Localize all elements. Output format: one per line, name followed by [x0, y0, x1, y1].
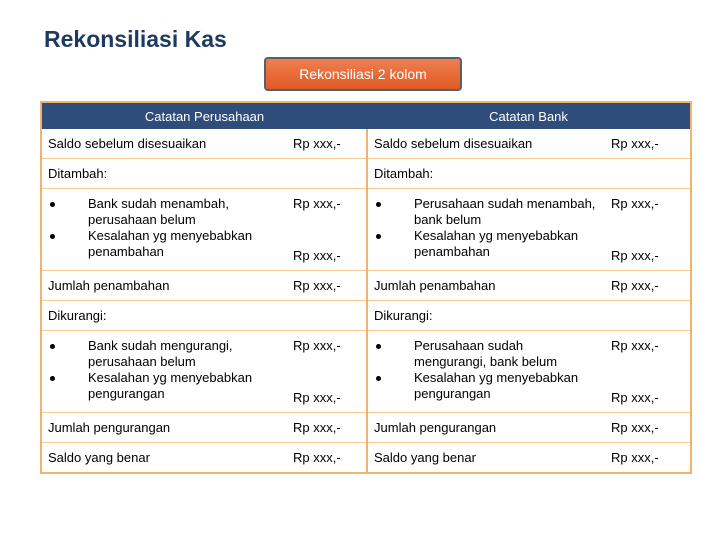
deduction-list — [374, 338, 599, 402]
addition-list — [374, 196, 599, 260]
list-item: Kesalahan yg menyebabkan penambahan — [374, 228, 599, 260]
row-amount: Rp xxx,- — [605, 271, 691, 301]
table-row — [41, 189, 691, 271]
item-amount: Rp xxx,- — [293, 338, 341, 353]
row-label: Saldo yang benar — [41, 443, 287, 474]
list-item: Kesalahan yg menyebabkan pengurangan — [48, 370, 281, 402]
table-row — [41, 129, 691, 159]
row-amount: Rp xxx,- — [605, 443, 691, 474]
row-label: Jumlah pengurangan — [41, 413, 287, 443]
row-amount: Rp xxx,- — [605, 413, 691, 443]
row-label: Jumlah pengurangan — [367, 413, 605, 443]
item-amount: Rp xxx,- — [611, 248, 659, 263]
table-row — [41, 413, 691, 443]
row-amount: Rp xxx,- — [287, 443, 367, 474]
list-item: Bank sudah mengurangi, perusahaan belum — [48, 338, 281, 370]
header-bank-records: Catatan Bank — [367, 102, 691, 129]
item-amount: Rp xxx,- — [611, 390, 659, 405]
row-amount: Rp xxx,- — [611, 136, 659, 151]
table-row — [41, 443, 691, 474]
item-amount: Rp xxx,- — [611, 338, 659, 353]
row-label: Saldo sebelum disesuaikan — [48, 136, 207, 151]
section-label: Dikurangi: — [41, 301, 287, 331]
method-badge — [264, 57, 462, 91]
method-badge-label: Rekonsiliasi 2 kolom — [299, 66, 427, 82]
reconciliation-table — [40, 101, 692, 474]
item-amount: Rp xxx,- — [611, 196, 659, 211]
row-label: Saldo sebelum disesuaikan — [367, 129, 605, 159]
list-item: Bank sudah menambah, perusahaan belum — [48, 196, 281, 228]
list-item: Perusahaan sudah menambah, bank belum — [374, 196, 599, 228]
addition-list — [48, 196, 281, 260]
row-amount: Rp xxx,- — [287, 413, 367, 443]
item-amount: Rp xxx,- — [293, 196, 341, 211]
list-item: Kesalahan yg menyebabkan penambahan — [48, 228, 281, 260]
section-label: Ditambah: — [41, 159, 287, 189]
deduction-list — [48, 338, 281, 402]
row-amount: Rp xxx,- — [287, 271, 367, 301]
header-company-records: Catatan Perusahaan — [41, 102, 367, 129]
item-amount: Rp xxx,- — [293, 390, 341, 405]
item-amount: Rp xxx,- — [293, 248, 341, 263]
table-row — [41, 159, 691, 189]
table-row — [41, 301, 691, 331]
page-title: Rekonsiliasi Kas — [44, 26, 227, 52]
table-row — [41, 331, 691, 413]
row-amount: Rp xxx,- — [293, 136, 341, 151]
section-label: Ditambah: — [367, 159, 605, 189]
table-header-row — [41, 102, 691, 129]
section-label: Dikurangi: — [367, 301, 605, 331]
row-label: Jumlah penambahan — [41, 271, 287, 301]
table-row — [41, 271, 691, 301]
list-item: Kesalahan yg menyebabkan pengurangan — [374, 370, 599, 402]
row-label: Jumlah penambahan — [367, 271, 605, 301]
row-label: Saldo yang benar — [367, 443, 605, 474]
list-item: Perusahaan sudah mengurangi, bank belum — [374, 338, 599, 370]
